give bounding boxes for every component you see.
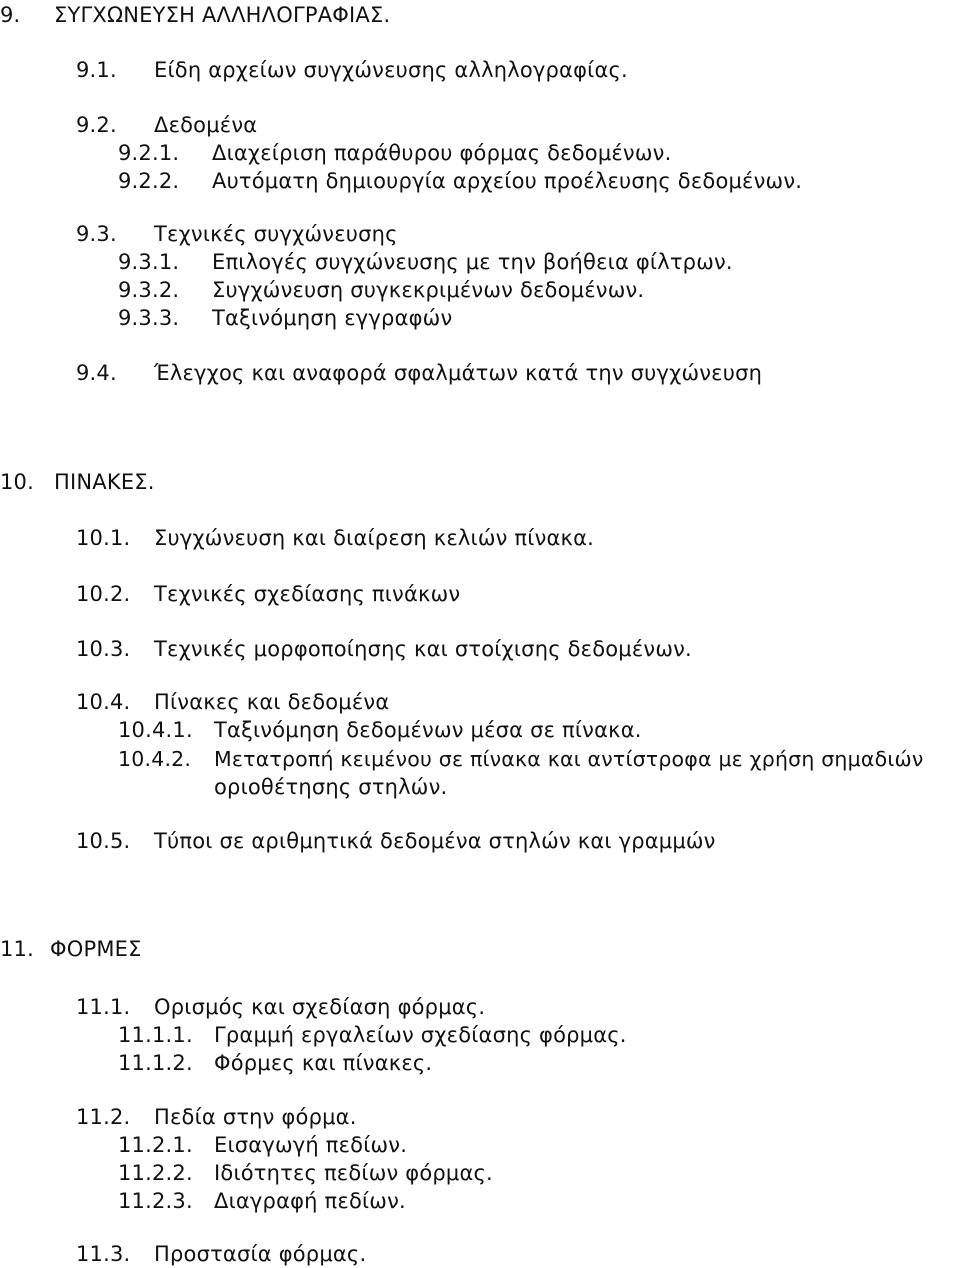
section-number: 10.4. bbox=[76, 690, 131, 714]
toc-entry-9-1 bbox=[76, 57, 960, 83]
toc-entry-10-4-2-continued bbox=[214, 774, 960, 800]
toc-entry-11-1-2 bbox=[118, 1050, 960, 1076]
section-title: ΣΥΓΧΩΝΕΥΣΗ ΑΛΛΗΛΟΓΡΑΦΙΑΣ. bbox=[54, 3, 391, 27]
toc-entry-11-1-1 bbox=[118, 1022, 960, 1048]
toc-entry-9-3-1 bbox=[118, 249, 960, 275]
section-title: Ιδιότητες πεδίων φόρμας. bbox=[214, 1161, 493, 1185]
toc-entry-10-2 bbox=[76, 581, 960, 607]
section-number: 9.4. bbox=[76, 361, 117, 385]
section-title: Ορισμός και σχεδίαση φόρμας. bbox=[154, 995, 486, 1019]
section-title: Προστασία φόρμας. bbox=[154, 1242, 367, 1266]
toc-entry-10-4 bbox=[76, 689, 960, 715]
section-number: 11.2. bbox=[76, 1105, 131, 1129]
section-title: Εισαγωγή πεδίων. bbox=[214, 1133, 408, 1157]
toc-entry-9-2-1 bbox=[118, 140, 960, 166]
section-number: 11.3. bbox=[76, 1242, 131, 1266]
toc-entry-9 bbox=[0, 2, 960, 28]
section-title: Ταξινόμηση δεδομένων μέσα σε πίνακα. bbox=[214, 718, 642, 742]
toc-entry-10-3 bbox=[76, 636, 960, 662]
toc-entry-9-3-3 bbox=[118, 305, 960, 331]
section-number: 10.4.1. bbox=[118, 718, 193, 742]
section-number: 11.2.1. bbox=[118, 1133, 193, 1157]
section-number: 9.3.2. bbox=[118, 278, 180, 302]
section-title: Τεχνικές σχεδίασης πινάκων bbox=[154, 582, 461, 606]
section-number: 9.3.3. bbox=[118, 306, 180, 330]
section-title: Πίνακες και δεδομένα bbox=[154, 690, 390, 714]
section-title: Συγχώνευση και διαίρεση κελιών πίνακα. bbox=[154, 526, 595, 550]
toc-entry-9-3 bbox=[76, 221, 960, 247]
section-title: Αυτόματη δημιουργία αρχείου προέλευσης δεδομένων. bbox=[212, 169, 803, 193]
section-number: 11.1.1. bbox=[118, 1023, 193, 1047]
toc-entry-9-2-2 bbox=[118, 168, 960, 194]
toc-entry-11-2-3 bbox=[118, 1188, 960, 1214]
toc-entry-10-4-2 bbox=[118, 746, 960, 772]
section-title: ΠΙΝΑΚΕΣ. bbox=[54, 470, 155, 494]
section-title: Δεδομένα bbox=[154, 113, 258, 137]
section-title: Τύποι σε αριθμητικά δεδομένα στηλών και γραμμών bbox=[154, 829, 716, 853]
section-number: 11.2.3. bbox=[118, 1189, 193, 1213]
section-number: 10.4.2. bbox=[118, 747, 192, 771]
section-title: Τεχνικές συγχώνευσης bbox=[154, 222, 398, 246]
section-number: 9.1. bbox=[76, 58, 117, 82]
section-number: 9.3.1. bbox=[118, 250, 180, 274]
section-number: 9.2. bbox=[76, 113, 117, 137]
section-title: Μετατροπή κειμένου σε πίνακα και αντίστροφα με χρήση σημαδιών bbox=[214, 747, 924, 771]
section-title: Τεχνικές μορφοποίησης και στοίχισης δεδομένων. bbox=[154, 637, 692, 661]
section-number: 9. bbox=[0, 3, 21, 27]
section-title: Ταξινόμηση εγγραφών bbox=[212, 306, 453, 330]
section-number: 9.3. bbox=[76, 222, 117, 246]
section-number: 9.2.2. bbox=[118, 169, 180, 193]
toc-entry-11-2-2 bbox=[118, 1160, 960, 1186]
section-title: Πεδία στην φόρμα. bbox=[154, 1105, 357, 1129]
section-number: 10.1. bbox=[76, 526, 131, 550]
section-title: Διαχείριση παράθυρου φόρμας δεδομένων. bbox=[212, 141, 672, 165]
section-title: Έλεγχος και αναφορά σφαλμάτων κατά την συγχώνευση bbox=[154, 361, 763, 385]
section-title: Γραμμή εργαλείων σχεδίασης φόρμας. bbox=[214, 1023, 627, 1047]
toc-entry-10 bbox=[0, 469, 960, 495]
toc-entry-11 bbox=[0, 936, 960, 962]
section-number: 10.3. bbox=[76, 637, 131, 661]
toc-entry-11-2 bbox=[76, 1104, 960, 1130]
toc-entry-10-5 bbox=[76, 828, 960, 854]
toc-entry-11-1 bbox=[76, 994, 960, 1020]
toc-entry-9-2 bbox=[76, 112, 960, 138]
section-number: 10.5. bbox=[76, 829, 131, 853]
toc-entry-9-4 bbox=[76, 360, 960, 386]
section-title: ΦΟΡΜΕΣ bbox=[50, 937, 142, 961]
section-title: Συγχώνευση συγκεκριμένων δεδομένων. bbox=[212, 278, 645, 302]
section-title: Επιλογές συγχώνευσης με την βοήθεια φίλτρων. bbox=[212, 250, 733, 274]
section-number: 11.1. bbox=[76, 995, 131, 1019]
toc-entry-11-2-1 bbox=[118, 1132, 960, 1158]
section-title: Φόρμες και πίνακες. bbox=[214, 1051, 433, 1075]
section-number: 11. bbox=[0, 937, 34, 961]
section-number: 9.2.1. bbox=[118, 141, 180, 165]
section-title: Διαγραφή πεδίων. bbox=[214, 1189, 406, 1213]
section-number: 11.2.2. bbox=[118, 1161, 193, 1185]
section-number: 10. bbox=[0, 470, 34, 494]
toc-entry-9-3-2 bbox=[118, 277, 960, 303]
toc-entry-10-4-1 bbox=[118, 717, 960, 743]
section-title: Είδη αρχείων συγχώνευσης αλληλογραφίας. bbox=[154, 58, 628, 82]
section-number: 11.1.2. bbox=[118, 1051, 193, 1075]
section-title-continued: οριοθέτησης στηλών. bbox=[214, 775, 448, 799]
toc-entry-10-1 bbox=[76, 525, 960, 551]
section-number: 10.2. bbox=[76, 582, 131, 606]
toc-entry-11-3 bbox=[76, 1241, 960, 1267]
